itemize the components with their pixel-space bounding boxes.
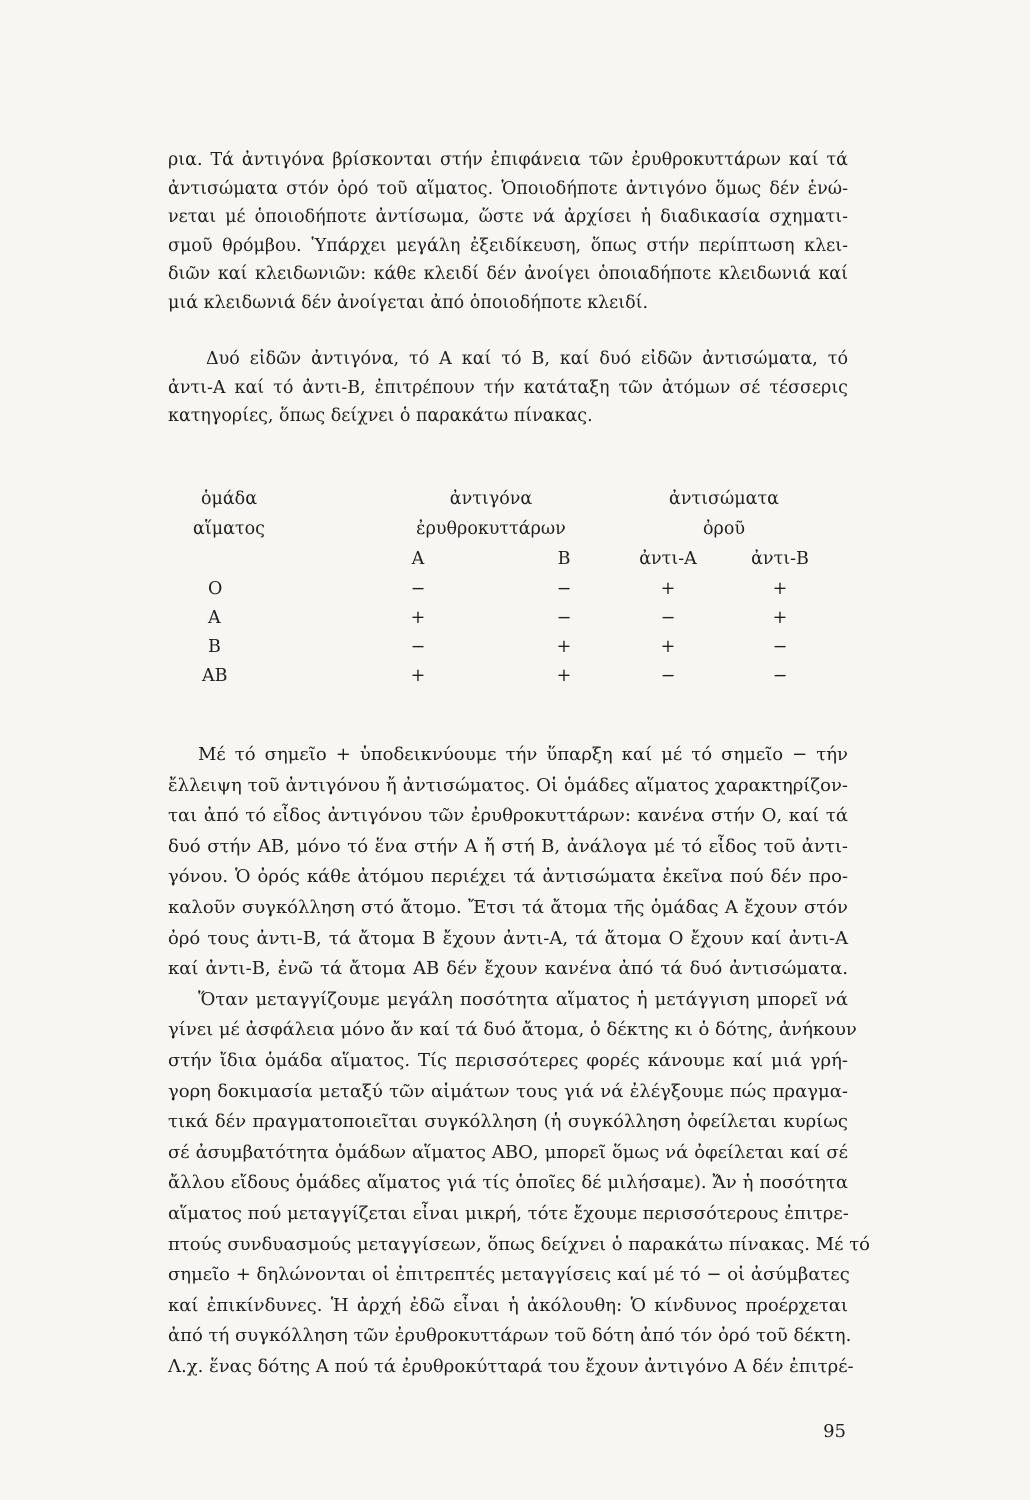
cell-anti-b: −: [772, 665, 788, 686]
table-row: [172, 661, 812, 690]
page-number: 95: [823, 1421, 846, 1442]
cell-a: +: [410, 607, 426, 628]
text-line: γόνου. Ὁ ὀρός κάθε ἀτόμου περιέχει τά ἀντισώματα ἐκεῖνα πού δέν προ-: [168, 866, 848, 888]
header-antigen-line-2: ἐρυθροκυττάρων: [416, 519, 566, 539]
cell-anti-a: −: [660, 607, 676, 628]
text-line: πτούς συνδυασμούς μεταγγίσεων, ὅπως δείχνει ὁ παρακάτω πίνακας. Μέ τό: [168, 1233, 870, 1255]
column-header-anti-a: ἀντι-Α: [639, 549, 697, 569]
row-group: Β: [208, 636, 221, 657]
header-group-line-2: αἵματος: [193, 519, 265, 539]
text-line: Μέ τό σημεῖο + ὑποδεικνύουμε τήν ὕπαρξη καί μέ τό σημεῖο − τήν: [198, 744, 848, 765]
text-line: Λ.χ. ἕνας δότης Α πού τά ἐρυθροκύτταρά του ἔχουν ἀντιγόνο Α δέν ἐπιτρέ-: [168, 1355, 854, 1377]
cell-a: −: [410, 578, 426, 599]
text-line: ἔλλειψη τοῦ ἀντιγόνου ἤ ἀντισώματος. Οἱ ὁμάδες αἵματος χαρακτηρίζον-: [168, 774, 848, 796]
text-line: ται ἀπό τό εἶδος ἀντιγόνου τῶν ἐρυθροκυττάρων: κανένα στήν Ο, καί τά: [168, 805, 848, 827]
cell-b: −: [556, 578, 572, 599]
text-line: αἵματος πού μεταγγίζεται εἶναι μικρή, τότε ἔχουμε περισσότερους ἐπιτρε-: [168, 1202, 849, 1224]
paragraph-2: [168, 345, 848, 431]
header-group-line-1: ὁμάδα: [200, 489, 258, 509]
text-line: διῶν καί κλειδωνιῶν: κάθε κλειδί δέν ἀνοίγει ὁποιαδήποτε κλειδωνιά καί: [168, 264, 848, 285]
blood-group-table: [172, 484, 812, 690]
cell-anti-b: +: [772, 578, 788, 599]
cell-anti-a: +: [660, 578, 676, 599]
cell-anti-b: +: [772, 607, 788, 628]
text-line: κατηγορίες, ὅπως δείχνει ὁ παρακάτω πίνακας.: [168, 406, 593, 427]
text-line: γίνει μέ ἀσφάλεια μόνο ἄν καί τά δυό ἄτομα, ὁ δέκτης κι ὁ δότης, ἀνήκουν: [168, 1019, 857, 1041]
table-row: [172, 574, 812, 603]
text-line: Δυό εἰδῶν ἀντιγόνα, τό Α καί τό Β, καί δυό εἰδῶν ἀντισώματα, τό: [206, 349, 848, 369]
cell-b: +: [556, 665, 572, 686]
text-line: γορη δοκιμασία μεταξύ τῶν αἱμάτων τους γιά νά ἐλέγξουμε πώς πραγμα-: [168, 1080, 848, 1102]
cell-b: −: [556, 607, 572, 628]
text-line: ἀπό τή συγκόλληση τῶν ἐρυθροκυττάρων τοῦ δότη ἀπό τόν ὀρό τοῦ δέκτη.: [168, 1325, 852, 1347]
paragraph-3: [168, 740, 870, 1382]
table-row: [172, 603, 812, 632]
text-line: σμοῦ θρόμβου. Ὑπάρχει μεγάλη ἐξειδίκευση, ὅπως στήν περίπτωση κλει-: [168, 235, 848, 256]
cell-anti-a: −: [660, 665, 676, 686]
text-line: σέ ἀσυμβατότητα ὁμάδων αἵματος ΑΒΟ, μπορεῖ ὅμως νά ὀφείλεται καί σέ: [168, 1141, 848, 1163]
column-header-anti-b: ἀντι-Β: [751, 549, 809, 569]
row-group: Ο: [208, 578, 223, 599]
column-header-b: Β: [557, 549, 571, 569]
text-line: ὀρό τους ἀντι-Β, τά ἄτομα Β ἔχουν ἀντι-Α, τά ἄτομα Ο ἔχουν καί ἀντι-Α: [168, 927, 848, 949]
text-line: ἀντισώματα στόν ὀρό τοῦ αἵματος. Ὁποιοδήποτε ἀντιγόνο ὅμως δέν ἑνώ-: [168, 178, 848, 199]
row-group: ΑΒ: [202, 665, 228, 686]
header-antigen-line-1: ἀντιγόνα: [449, 489, 533, 509]
text-line: καλοῦν συγκόλληση στό ἄτομο. Ἔτσι τά ἄτομα τῆς ὁμάδας Α ἔχουν στόν: [168, 896, 848, 918]
text-line: καί ἐπικίνδυνες. Ἡ ἀρχή ἐδῶ εἶναι ἡ ἀκόλουθη: Ὁ κίνδυνος προέρχεται: [168, 1294, 848, 1316]
text-line: μιά κλειδωνιά δέν ἀνοίγεται ἀπό ὁποιοδήποτε κλειδί.: [168, 292, 649, 313]
text-line: Ὅταν μεταγγίζουμε μεγάλη ποσότητα αἵματος ἡ μετάγγιση μπορεῖ νά: [198, 988, 848, 1010]
text-line: ἀντι-Α καί τό ἀντι-Β, ἐπιτρέπουν τήν κατάταξη τῶν ἀτόμων σέ τέσσερις: [168, 377, 848, 398]
row-group: Α: [208, 607, 221, 628]
paragraph-1: [168, 146, 848, 318]
table-row: [172, 632, 812, 661]
cell-anti-a: +: [660, 636, 676, 657]
header-antibody-line-1: ἀντισώματα: [669, 489, 779, 509]
cell-b: +: [556, 636, 572, 657]
text-line: δυό στήν ΑΒ, μόνο τό ἕνα στήν Α ἤ στή Β, ἀνάλογα μέ τό εἶδος τοῦ ἀντι-: [168, 835, 848, 857]
text-line: τικά δέν πραγματοποιεῖται συγκόλληση (ἡ συγκόλληση ὀφείλεται κυρίως: [168, 1111, 848, 1133]
text-line: ἄλλου εἴδους ὁμάδες αἵματος γιά τίς ὁποῖες δέ μιλήσαμε). Ἄν ἡ ποσότητα: [168, 1172, 848, 1194]
cell-anti-b: −: [772, 636, 788, 657]
text-line: ρια. Τά ἀντιγόνα βρίσκονται στήν ἐπιφάνεια τῶν ἐρυθροκυττάρων καί τά: [168, 150, 848, 170]
text-line: σημεῖο + δηλώνονται οἱ ἐπιτρεπτές μεταγγίσεις καί μέ τό − οἱ ἀσύμβατες: [168, 1264, 850, 1286]
text-line: στήν ἴδια ὁμάδα αἵματος. Τίς περισσότερες φορές κάνουμε καί μιά γρή-: [168, 1049, 848, 1071]
cell-a: −: [410, 636, 426, 657]
text-line: καί ἀντι-Β, ἐνῶ τά ἄτομα ΑΒ δέν ἔχουν κανένα ἀπό τά δυό ἀντισώματα.: [168, 958, 848, 980]
header-antibody-line-2: ὀροῦ: [703, 519, 745, 539]
cell-a: +: [410, 665, 426, 686]
text-line: νεται μέ ὁποιοδήποτε ἀντίσωμα, ὥστε νά ἀρχίσει ἡ διαδικασία σχηματι-: [168, 207, 848, 228]
column-header-a: Α: [411, 549, 425, 569]
